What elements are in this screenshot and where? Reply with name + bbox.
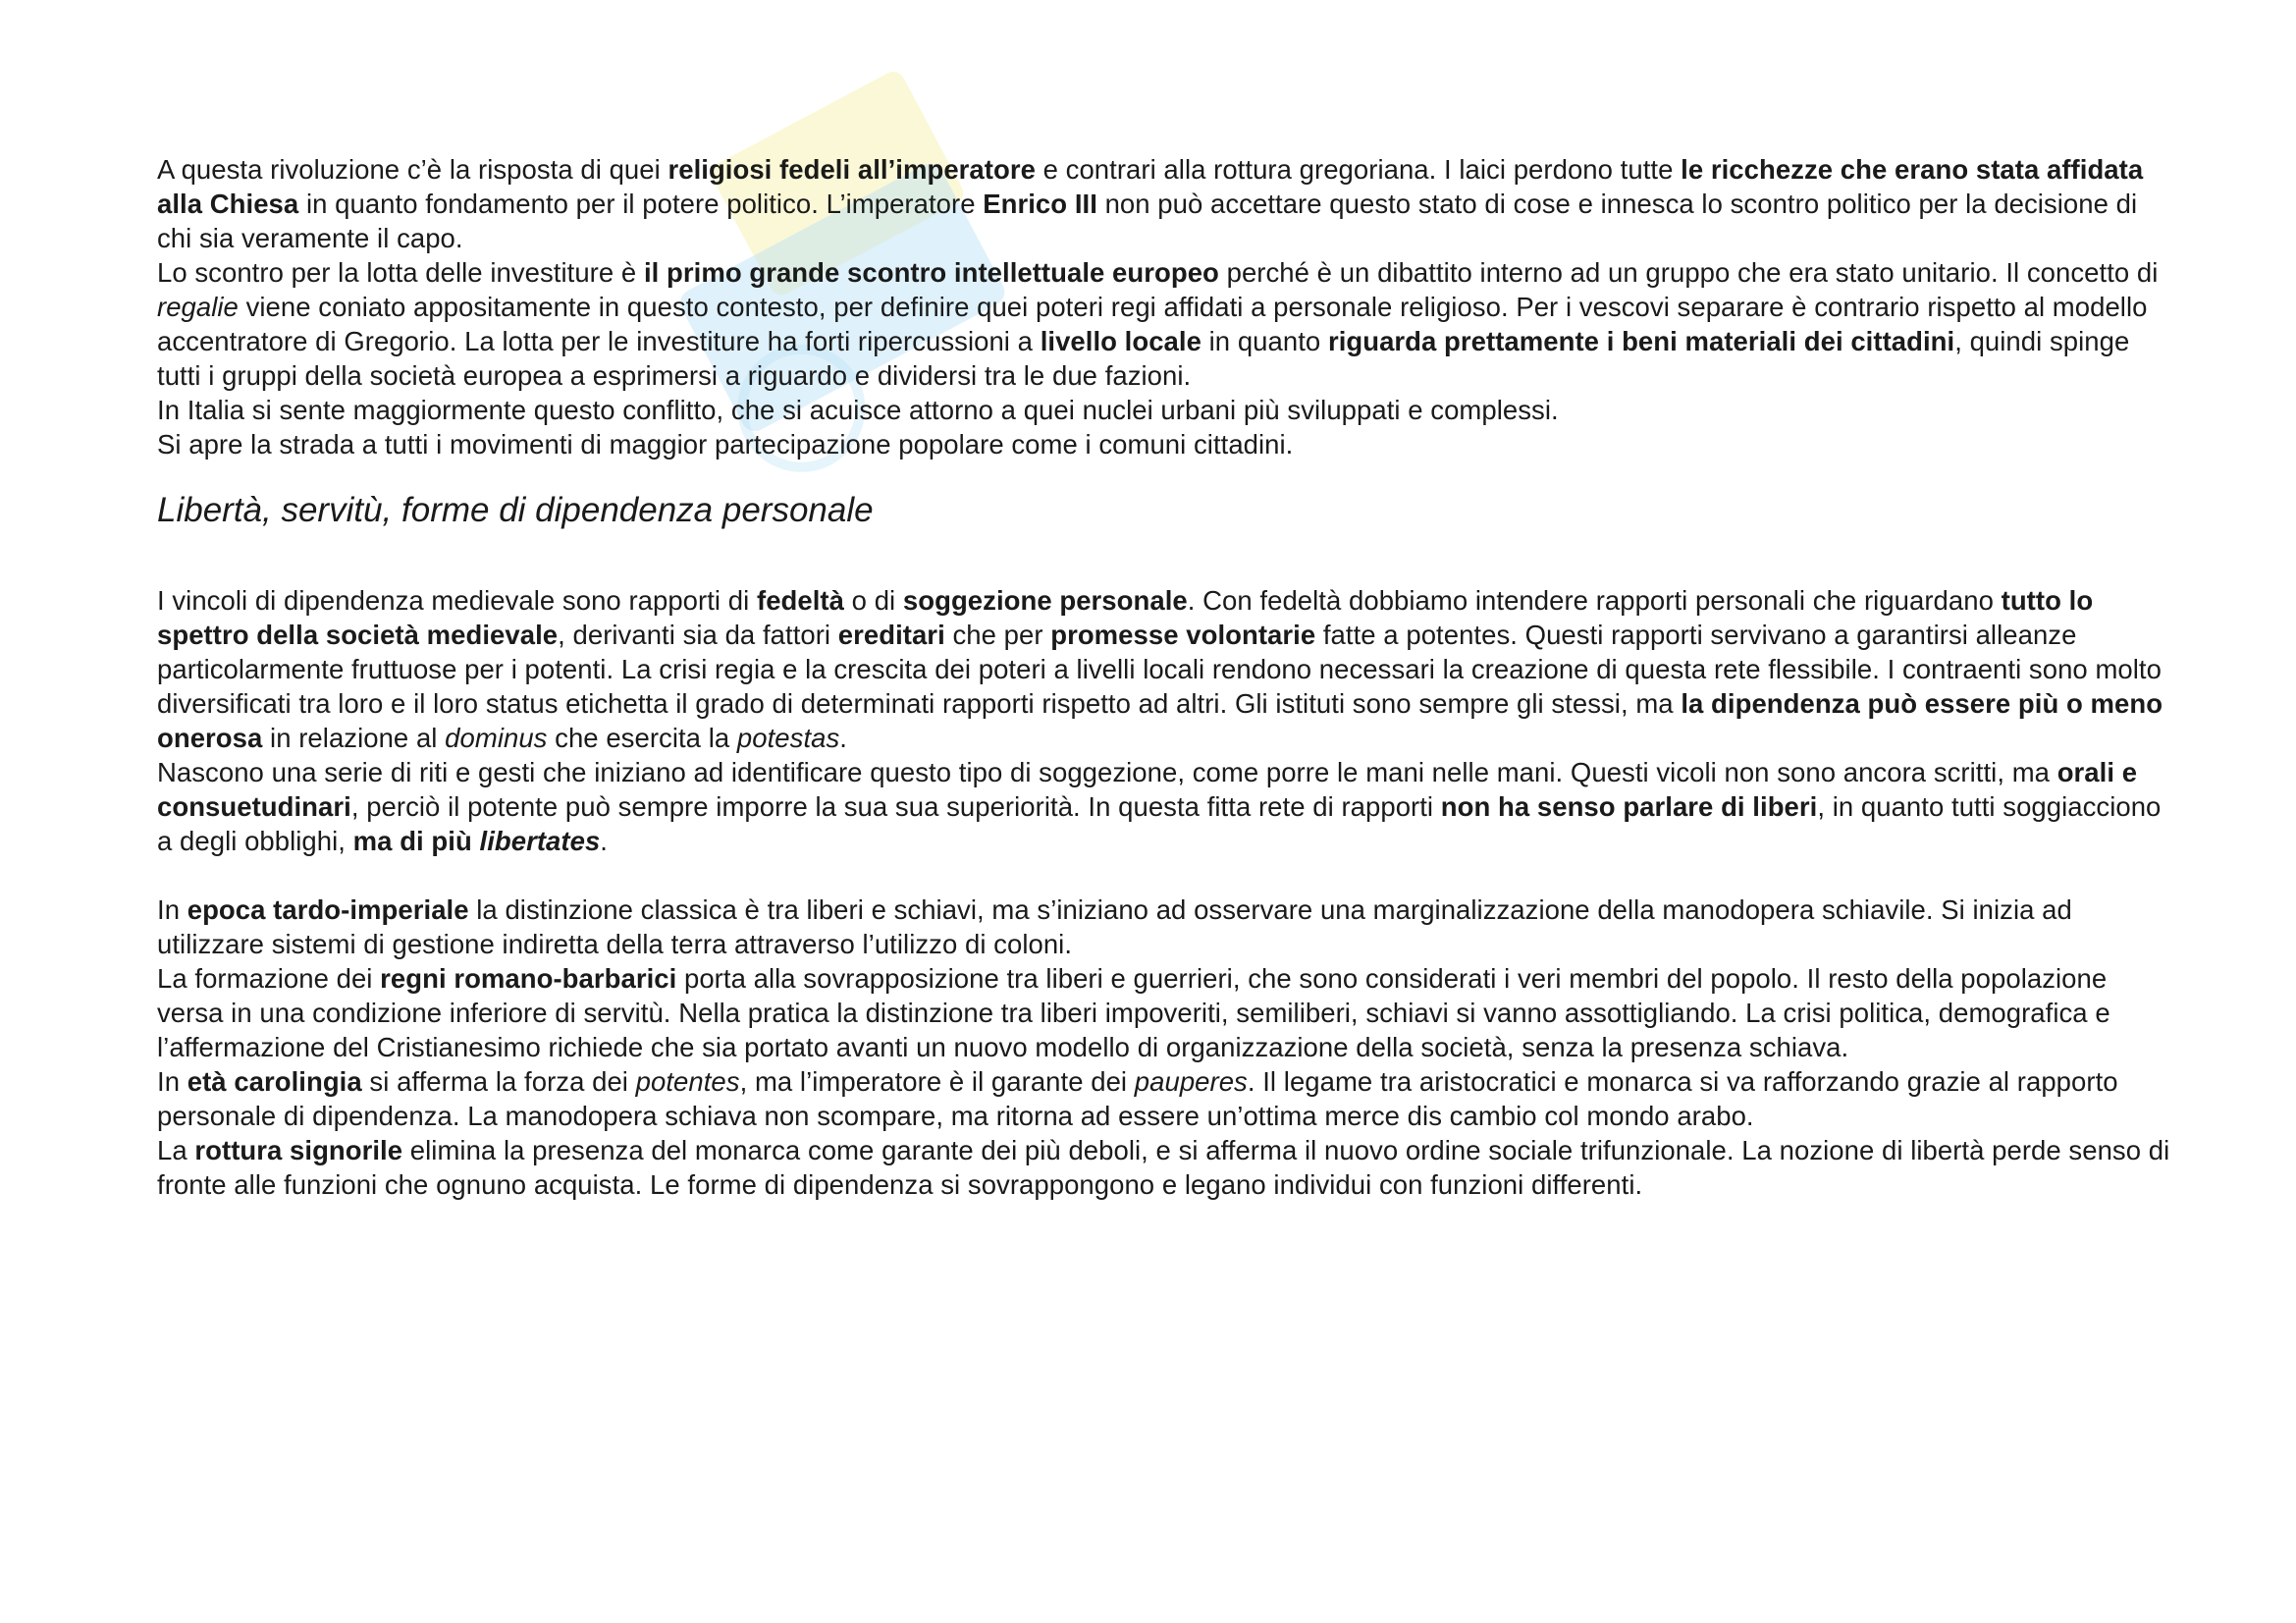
text-run-bold: orali e consuetudinari <box>157 757 2138 822</box>
text-run-bold: Enrico III <box>983 189 1097 219</box>
document-page <box>157 152 2179 1202</box>
text-run-bold: ereditari <box>837 620 945 650</box>
text-run-bold-italic: libertates <box>479 826 601 856</box>
text-run: , quindi spinge tutti i gruppi della società europea a esprimersi a riguardo e dividersi tra le due fazioni. <box>157 326 2130 391</box>
section-heading: Libertà, servitù, forme di dipendenza personale <box>157 491 874 529</box>
text-run: che esercita la <box>547 723 737 753</box>
text-run: La <box>157 1135 195 1165</box>
text-run-bold: promesse volontarie <box>1050 620 1316 650</box>
text-run: porta alla sovrapposizione tra liberi e guerrieri, che sono considerati i veri membri del popolo. Il resto della popolazione versa in una condizione inferiore di servitù. Nella pratica la distinzione tra liberi impoveriti, semiliberi, schiavi si vanno assottigliando. La crisi politica, demografica e l’affermazione del Cristianesimo richiede che sia portato avanti un nuovo modello di organizzazione della società, senza la presenza schiava. <box>157 963 2110 1062</box>
text-run-bold: il primo grande scontro intellettuale europeo <box>643 257 1219 288</box>
text-run-bold: livello locale <box>1040 326 1201 356</box>
text-run-italic: pauperes <box>1134 1066 1248 1097</box>
text-run: Lo scontro per la lotta delle investiture è <box>157 257 644 288</box>
text-run: In <box>157 1066 187 1097</box>
text-run-bold: la dipendenza può essere più o meno onerosa <box>157 688 2163 753</box>
paragraph <box>157 1064 2179 1133</box>
text-run: , perciò il potente può sempre imporre la sua sua superiorità. In questa fitta rete di rapporti <box>350 791 1441 822</box>
text-run-bold: le ricchezze che erano stata affidata alla Chiesa <box>157 154 2144 219</box>
text-run: . <box>839 723 847 753</box>
text-run: , ma l’imperatore è il garante dei <box>739 1066 1135 1097</box>
text-run: la distinzione classica è tra liberi e schiavi, ma s’iniziano ad osservare una marginalizzazione della manodopera schiavile. Si inizia ad utilizzare sistemi di gestione indiretta della terra attraverso l’utilizzo di coloni. <box>157 894 2072 959</box>
text-run: si afferma la forza dei <box>361 1066 636 1097</box>
text-run-bold <box>480 826 601 856</box>
text-run-bold: ma di più <box>352 826 480 856</box>
text-run: in relazione al <box>262 723 446 753</box>
paragraph <box>157 427 2179 461</box>
text-run: perché è un dibattito interno ad un gruppo che era stato unitario. Il concetto di <box>1218 257 2159 288</box>
text-run: viene coniato appositamente in questo contesto, per definire quei poteri regi affidati a personale religioso. Per i vescovi separare è contrario rispetto al modello accentratore di Gregorio. La lotta per le investiture ha forti ripercussioni a <box>157 292 2148 356</box>
text-run: elimina la presenza del monarca come garante dei più deboli, e si afferma il nuovo ordine sociale trifunzionale. La nozione di libertà perde senso di fronte alle funzioni che ognuno acquista. Le forme di dipendenza si sovrappongono e legano individui con funzioni differenti. <box>157 1135 2170 1200</box>
text-run: in quanto fondamento per il potere politico. L’imperatore <box>298 189 984 219</box>
text-run: Si apre la strada a tutti i movimenti di maggior partecipazione popolare come i comuni cittadini. <box>157 429 1294 460</box>
paragraph <box>157 1133 2179 1202</box>
text-run-bold: religiosi fedeli all’imperatore <box>667 154 1036 185</box>
text-run-bold: non ha senso parlare di liberi <box>1440 791 1818 822</box>
text-run: La formazione dei <box>157 963 381 994</box>
text-run: . Con fedeltà dobbiamo intendere rapporti personali che riguardano <box>1187 585 2002 616</box>
paragraph <box>157 755 2179 858</box>
paragraph <box>157 893 2179 961</box>
text-run: che per <box>944 620 1051 650</box>
section-dipendenza <box>157 583 2179 858</box>
text-run: Nascono una serie di riti e gesti che iniziano ad identificare questo tipo di soggezione, come porre le mani nelle mani. Questi vicoli non sono ancora scritti, ma <box>157 757 2057 787</box>
text-run: . Il legame tra aristocratici e monarca si va rafforzando grazie al rapporto personale di dipendenza. La manodopera schiava non scompare, ma ritorna ad essere un’ottima merce dis cambio col mondo arabo. <box>157 1066 2118 1131</box>
text-run: o di <box>843 585 903 616</box>
text-run-bold: riguarda prettamente i beni materiali dei cittadini <box>1327 326 1955 356</box>
text-run: , in quanto tutti soggiacciono a degli obblighi, <box>157 791 2162 856</box>
section-investiture <box>157 152 2179 461</box>
text-run: in quanto <box>1201 326 1328 356</box>
text-run-bold: fedeltà <box>756 585 844 616</box>
text-run: In <box>157 894 187 925</box>
paragraph <box>157 961 2179 1064</box>
spacer <box>157 532 2179 583</box>
text-run-bold: rottura signorile <box>194 1135 403 1165</box>
paragraph <box>157 583 2179 755</box>
text-run: non può accettare questo stato di cose e innesca lo scontro politico per la decisione di chi sia veramente il capo. <box>157 189 2138 253</box>
text-run: fatte a potentes. Questi rapporti servivano a garantirsi alleanze particolarmente fruttuose per i potenti. La crisi regia e la crescita dei poteri a livelli locali rendono necessari la creazione di questa rete flessibile. I contraenti sono molto diversificati tra loro e il loro status etichetta il grado di determinati rapporti rispetto ad altri. Gli istituti sono sempre gli stessi, ma <box>157 620 2162 719</box>
text-run-bold: tutto lo spettro della società medievale <box>157 585 2094 650</box>
text-run: In Italia si sente maggiormente questo conflitto, che si acuisce attorno a quei nuclei urbani più sviluppati e complessi. <box>157 395 1559 425</box>
text-run: e contrari alla rottura gregoriana. I laici perdono tutte <box>1035 154 1682 185</box>
text-run: I vincoli di dipendenza medievale sono rapporti di <box>157 585 757 616</box>
text-run-italic: potentes <box>635 1066 740 1097</box>
spacer <box>157 858 2179 893</box>
text-run-italic: dominus <box>445 723 548 753</box>
text-run-bold: regni romano-barbarici <box>380 963 677 994</box>
paragraph <box>157 393 2179 427</box>
text-run-bold: età carolingia <box>187 1066 362 1097</box>
section-storia-servitu <box>157 893 2179 1202</box>
text-run-bold: epoca tardo-imperiale <box>187 894 469 925</box>
text-run-italic: regalie <box>157 292 239 322</box>
text-run: . <box>600 826 608 856</box>
text-run-italic: potestas <box>736 723 840 753</box>
paragraph <box>157 152 2179 255</box>
text-run: , derivanti sia da fattori <box>558 620 838 650</box>
text-run-bold: soggezione personale <box>902 585 1188 616</box>
paragraph <box>157 255 2179 393</box>
text-run: A questa rivoluzione c’è la risposta di quei <box>157 154 668 185</box>
